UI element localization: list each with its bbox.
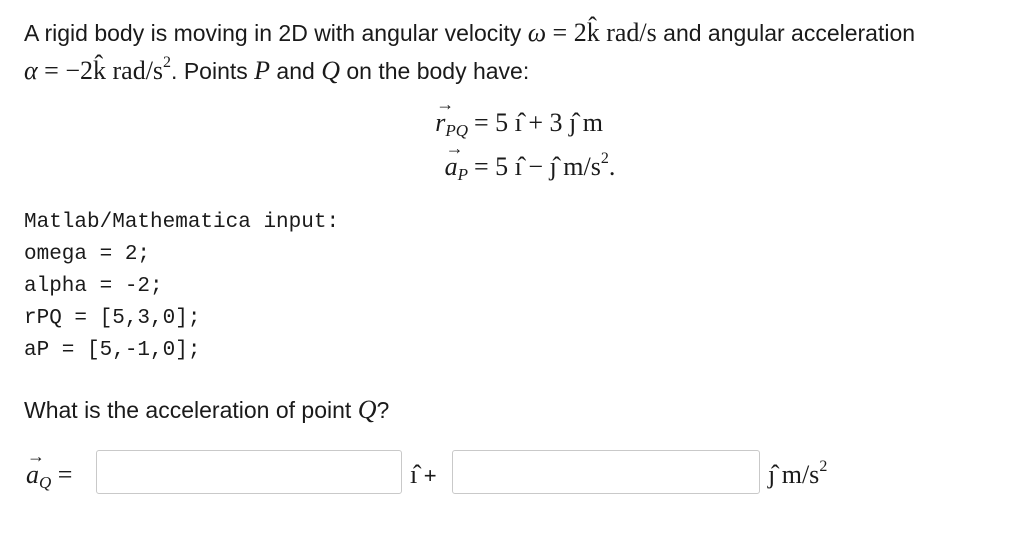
a-q-equals: = — [57, 460, 73, 489]
r-letter: r — [435, 108, 446, 137]
a-q-letter: a — [26, 460, 39, 489]
a-p-period: . — [608, 152, 616, 181]
code-line-omega: omega = 2; — [24, 243, 151, 266]
vector-arrow-icon: → — [445, 138, 464, 158]
i-hat: ı̂ — [410, 460, 418, 489]
alpha-unit-exponent: 2 — [163, 54, 172, 71]
k-hat-2: k̂ — [93, 56, 106, 85]
intro-text-c: . Points — [171, 58, 255, 84]
j-unit-label — [768, 460, 827, 490]
intro-text-d: on the body have: — [339, 58, 530, 84]
a-p-exponent: 2 — [600, 150, 609, 167]
intro-text-a: A rigid body is moving in 2D with angular velocity — [24, 20, 528, 46]
r-pq-value: = 5 ı̂ + 3 ȷ̂ m — [474, 108, 603, 137]
code-line-rpq: rPQ = [5,3,0]; — [24, 307, 201, 330]
r-pq-subscript: PQ — [445, 121, 468, 140]
equation-a-p — [396, 138, 716, 192]
problem-statement — [24, 14, 1020, 90]
j-hat: ȷ̂ — [768, 460, 776, 489]
answer-j-component-input[interactable] — [452, 450, 760, 494]
code-block — [24, 207, 339, 367]
a-vector — [444, 138, 464, 182]
alpha-value: −2 — [65, 56, 93, 85]
j-unit-exponent: 2 — [819, 458, 828, 475]
a-p-subscript: P — [457, 165, 468, 184]
vector-arrow-icon: → — [436, 94, 455, 114]
vector-arrow-icon: → — [27, 446, 45, 466]
intro-text-and: and — [270, 58, 322, 84]
omega-symbol: ω — [527, 18, 547, 47]
a-p-rhs: = 5 ı̂ − ȷ̂ m/s — [474, 152, 601, 181]
point-p-symbol: P — [254, 56, 271, 85]
r-vector — [435, 94, 455, 138]
question-prompt: What is the acceleration of point — [24, 397, 358, 423]
k-hat-1: k̂ — [586, 18, 600, 47]
omega-value: 2 — [573, 18, 587, 47]
alpha-symbol: α — [24, 56, 38, 85]
i-unit-label — [410, 460, 437, 490]
question-mark: ? — [376, 397, 390, 423]
a-letter: a — [444, 152, 458, 181]
a-q-vector — [26, 446, 45, 490]
a-p-symbol — [444, 138, 468, 184]
code-header: Matlab/Mathematica input: — [24, 211, 340, 234]
omega-expression: ω = 2k̂ rad/s — [527, 18, 657, 47]
a-q-label — [26, 446, 73, 492]
question-q-symbol: Q — [357, 395, 377, 424]
plus-sign: + — [423, 463, 437, 488]
alpha-unit: rad/s — [106, 56, 164, 85]
j-unit-text: m/s — [781, 460, 820, 489]
alpha-expression: α = −2k̂ rad/$s^2$ — [24, 54, 172, 85]
code-line-ap: aP = [5,-1,0]; — [24, 339, 201, 362]
problem-line-1 — [24, 14, 1020, 52]
problem-line-2 — [24, 52, 1020, 90]
a-p-value — [474, 152, 615, 182]
omega-unit: rad/s — [599, 18, 657, 47]
answer-i-component-input[interactable] — [96, 450, 402, 494]
given-equations — [396, 94, 716, 192]
question-text — [24, 394, 389, 426]
point-q-symbol: Q — [321, 56, 340, 85]
equation-r-pq — [396, 94, 716, 148]
intro-text-b: and angular acceleration — [656, 20, 916, 46]
a-q-subscript: Q — [39, 473, 52, 492]
code-line-alpha: alpha = -2; — [24, 275, 163, 298]
answer-row — [24, 446, 1014, 500]
r-pq-symbol — [435, 94, 468, 140]
